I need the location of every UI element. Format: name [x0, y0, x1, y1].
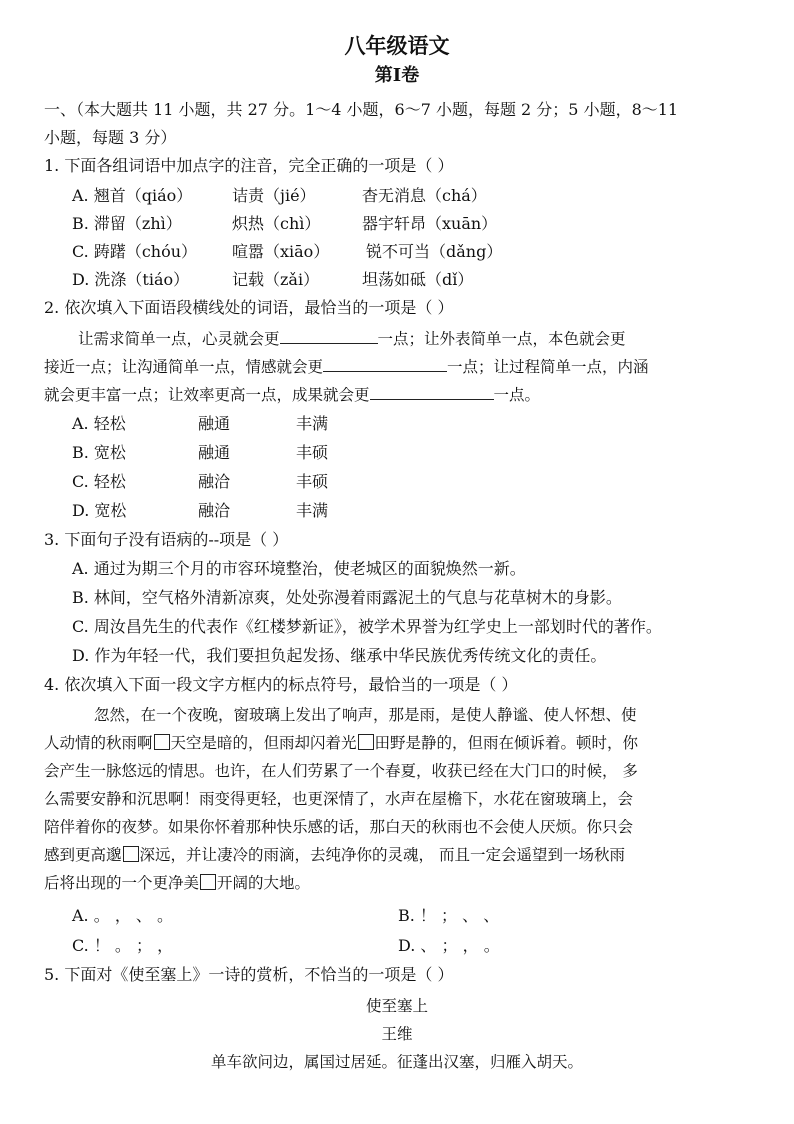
q2-text: 接近一点；让沟通简单一点，情感就会更: [44, 358, 324, 376]
q2-option-c-2: 融洽: [198, 472, 231, 491]
q1-option-d-3: 坦荡如砥（dǐ）: [362, 270, 474, 289]
q2-passage-line3: [44, 384, 540, 405]
volume-title: 第Ⅰ卷: [374, 65, 420, 86]
q4-passage-line3: 会产生一脉悠远的情思。也许，在人们劳累了一个春夏，收获已经在大门口的时候， 多: [44, 762, 638, 780]
q2-option-c-1: C. 轻松: [72, 472, 126, 491]
q2-option-c-3: 丰硕: [296, 472, 329, 491]
q4-text: 人动情的秋雨啊: [44, 734, 153, 752]
q1-option-d-2: 记载（zǎi）: [232, 270, 320, 289]
q2-passage-line2: [44, 356, 649, 377]
q4-text: 开阔的大地。: [217, 874, 311, 892]
q1-option-c-3: 锐不可当（dǎng）: [366, 242, 503, 261]
q4-passage-line1: 忽然，在一个夜晚，窗玻璃上发出了响声，那是雨，是使人静谧、使人怀想、使: [94, 706, 637, 724]
q2-option-a-2: 融通: [198, 414, 231, 433]
punctuation-box: [358, 734, 374, 750]
q1-option-d-1: D. 洗涤（tiáo）: [72, 270, 190, 289]
q4-option-d: D. 、 ； ， 。: [398, 936, 500, 955]
poem-title: 使至塞上: [365, 997, 428, 1015]
q1-stem: 1. 下面各组词语中加点字的注音，完全正确的一项是（ ）: [44, 156, 454, 175]
q3-stem: 3. 下面句子没有语病的--项是（ ）: [44, 530, 289, 549]
q2-option-b-3: 丰硕: [296, 443, 329, 462]
q2-option-d-2: 融洽: [198, 501, 231, 520]
q4-passage-line2: [44, 733, 638, 753]
q2-option-b-1: B. 宽松: [72, 443, 126, 462]
page-title: 八年级语文: [344, 33, 450, 58]
punctuation-box: [123, 846, 139, 862]
q1-option-b-3: 器宇轩昂（xuān）: [362, 214, 498, 233]
q5-stem: 5. 下面对《使至塞上》一诗的赏析，不恰当的一项是（ ）: [44, 965, 454, 984]
section-instructions-line2: 小题，每题 3 分）: [44, 128, 177, 147]
q2-option-d-3: 丰满: [296, 501, 329, 520]
q2-option-a-1: A. 轻松: [72, 414, 126, 433]
section-instructions-line1: 一、（本大题共 11 小题，共 27 分。1～4 小题，6～7 小题，每题 2 分；5 小题，8～11: [44, 100, 679, 119]
q2-passage-line1: [78, 328, 626, 349]
q1-option-a-2: 诘责（jié）: [232, 186, 316, 205]
q1-option-a-1: A. 翘首（qiáo）: [72, 186, 193, 205]
q4-passage-line6: [44, 845, 625, 865]
q4-option-c: C. ！ 。 ； ，: [72, 936, 174, 955]
poem-line: 单车欲问边，属国过居延。征蓬出汉塞，归雁入胡天。: [210, 1053, 583, 1071]
q4-option-b: B. ！ ； 、 、: [398, 906, 500, 925]
q3-option-b: B. 林间，空气格外清新凉爽，处处弥漫着雨露泥土的气息与花草树木的身影。: [72, 588, 622, 607]
q1-option-b-2: 炽热（chì）: [232, 214, 321, 233]
q2-text: 一点。: [493, 386, 541, 404]
q4-stem: 4. 依次填入下面一段文字方框内的标点符号，最恰当的一项是（ ）: [44, 675, 518, 694]
q2-text: 一点；让过程简单一点，内涵: [447, 358, 649, 376]
q2-text: 就会更丰富一点；让效率更高一点，成果就会更: [44, 386, 370, 404]
q2-stem: 2. 依次填入下面语段横线处的词语，最恰当的一项是（ ）: [44, 298, 454, 317]
q1-option-b-1: B. 滞留（zhì）: [72, 214, 182, 233]
q1-option-c-2: 喧嚣（xiāo）: [232, 242, 330, 261]
q2-option-a-3: 丰满: [296, 414, 329, 433]
q2-text: 一点；让外表简单一点，本色就会更: [377, 330, 626, 348]
q4-passage-line4: 么需要安静和沉思啊！雨变得更轻，也更深情了，水声在屋檐下，水花在窗玻璃上，会: [44, 790, 634, 808]
q4-text: 后将出现的一个更净美: [44, 874, 200, 892]
q1-option-a-3: 杳无消息（chá）: [362, 186, 487, 205]
q4-passage-line5: 陪伴着你的夜梦。如果你怀着那种快乐感的话，那白天的秋雨也不会使人厌烦。你只会: [44, 818, 634, 836]
answer-blank: [280, 328, 378, 344]
q4-option-a: A. 。 ， 、 。: [72, 906, 173, 925]
q3-option-d: D. 作为年轻一代，我们要担负起发扬、继承中华民族优秀传统文化的责任。: [72, 646, 607, 665]
poem-author: 王维: [381, 1025, 413, 1043]
q2-option-d-1: D. 宽松: [72, 501, 127, 520]
q4-passage-line7: [44, 873, 310, 893]
q3-option-c: C. 周汝昌先生的代表作《红楼梦新证》，被学术界誉为红学史上一部划时代的著作。: [72, 617, 662, 636]
q4-text: 感到更高邈: [44, 846, 122, 864]
answer-blank: [323, 356, 447, 372]
punctuation-box: [200, 874, 216, 890]
q2-option-b-2: 融通: [198, 443, 231, 462]
q1-option-c-1: C. 踌躇（chóu）: [72, 242, 198, 261]
q4-text: 深远，并让凄冷的雨滴，去纯净你的灵魂， 而且一定会遥望到一场秋雨: [139, 846, 625, 864]
q4-text: 田野是静的，但雨在倾诉着。顿时，你: [374, 734, 639, 752]
q2-text: 让需求简单一点，心灵就会更: [78, 330, 280, 348]
q4-text: 天空是暗的，但雨却闪着光: [170, 734, 357, 752]
punctuation-box: [154, 734, 170, 750]
q3-option-a: A. 通过为期三个月的市容环境整治，使老城区的面貌焕然一新。: [72, 559, 526, 578]
answer-blank: [370, 384, 494, 400]
